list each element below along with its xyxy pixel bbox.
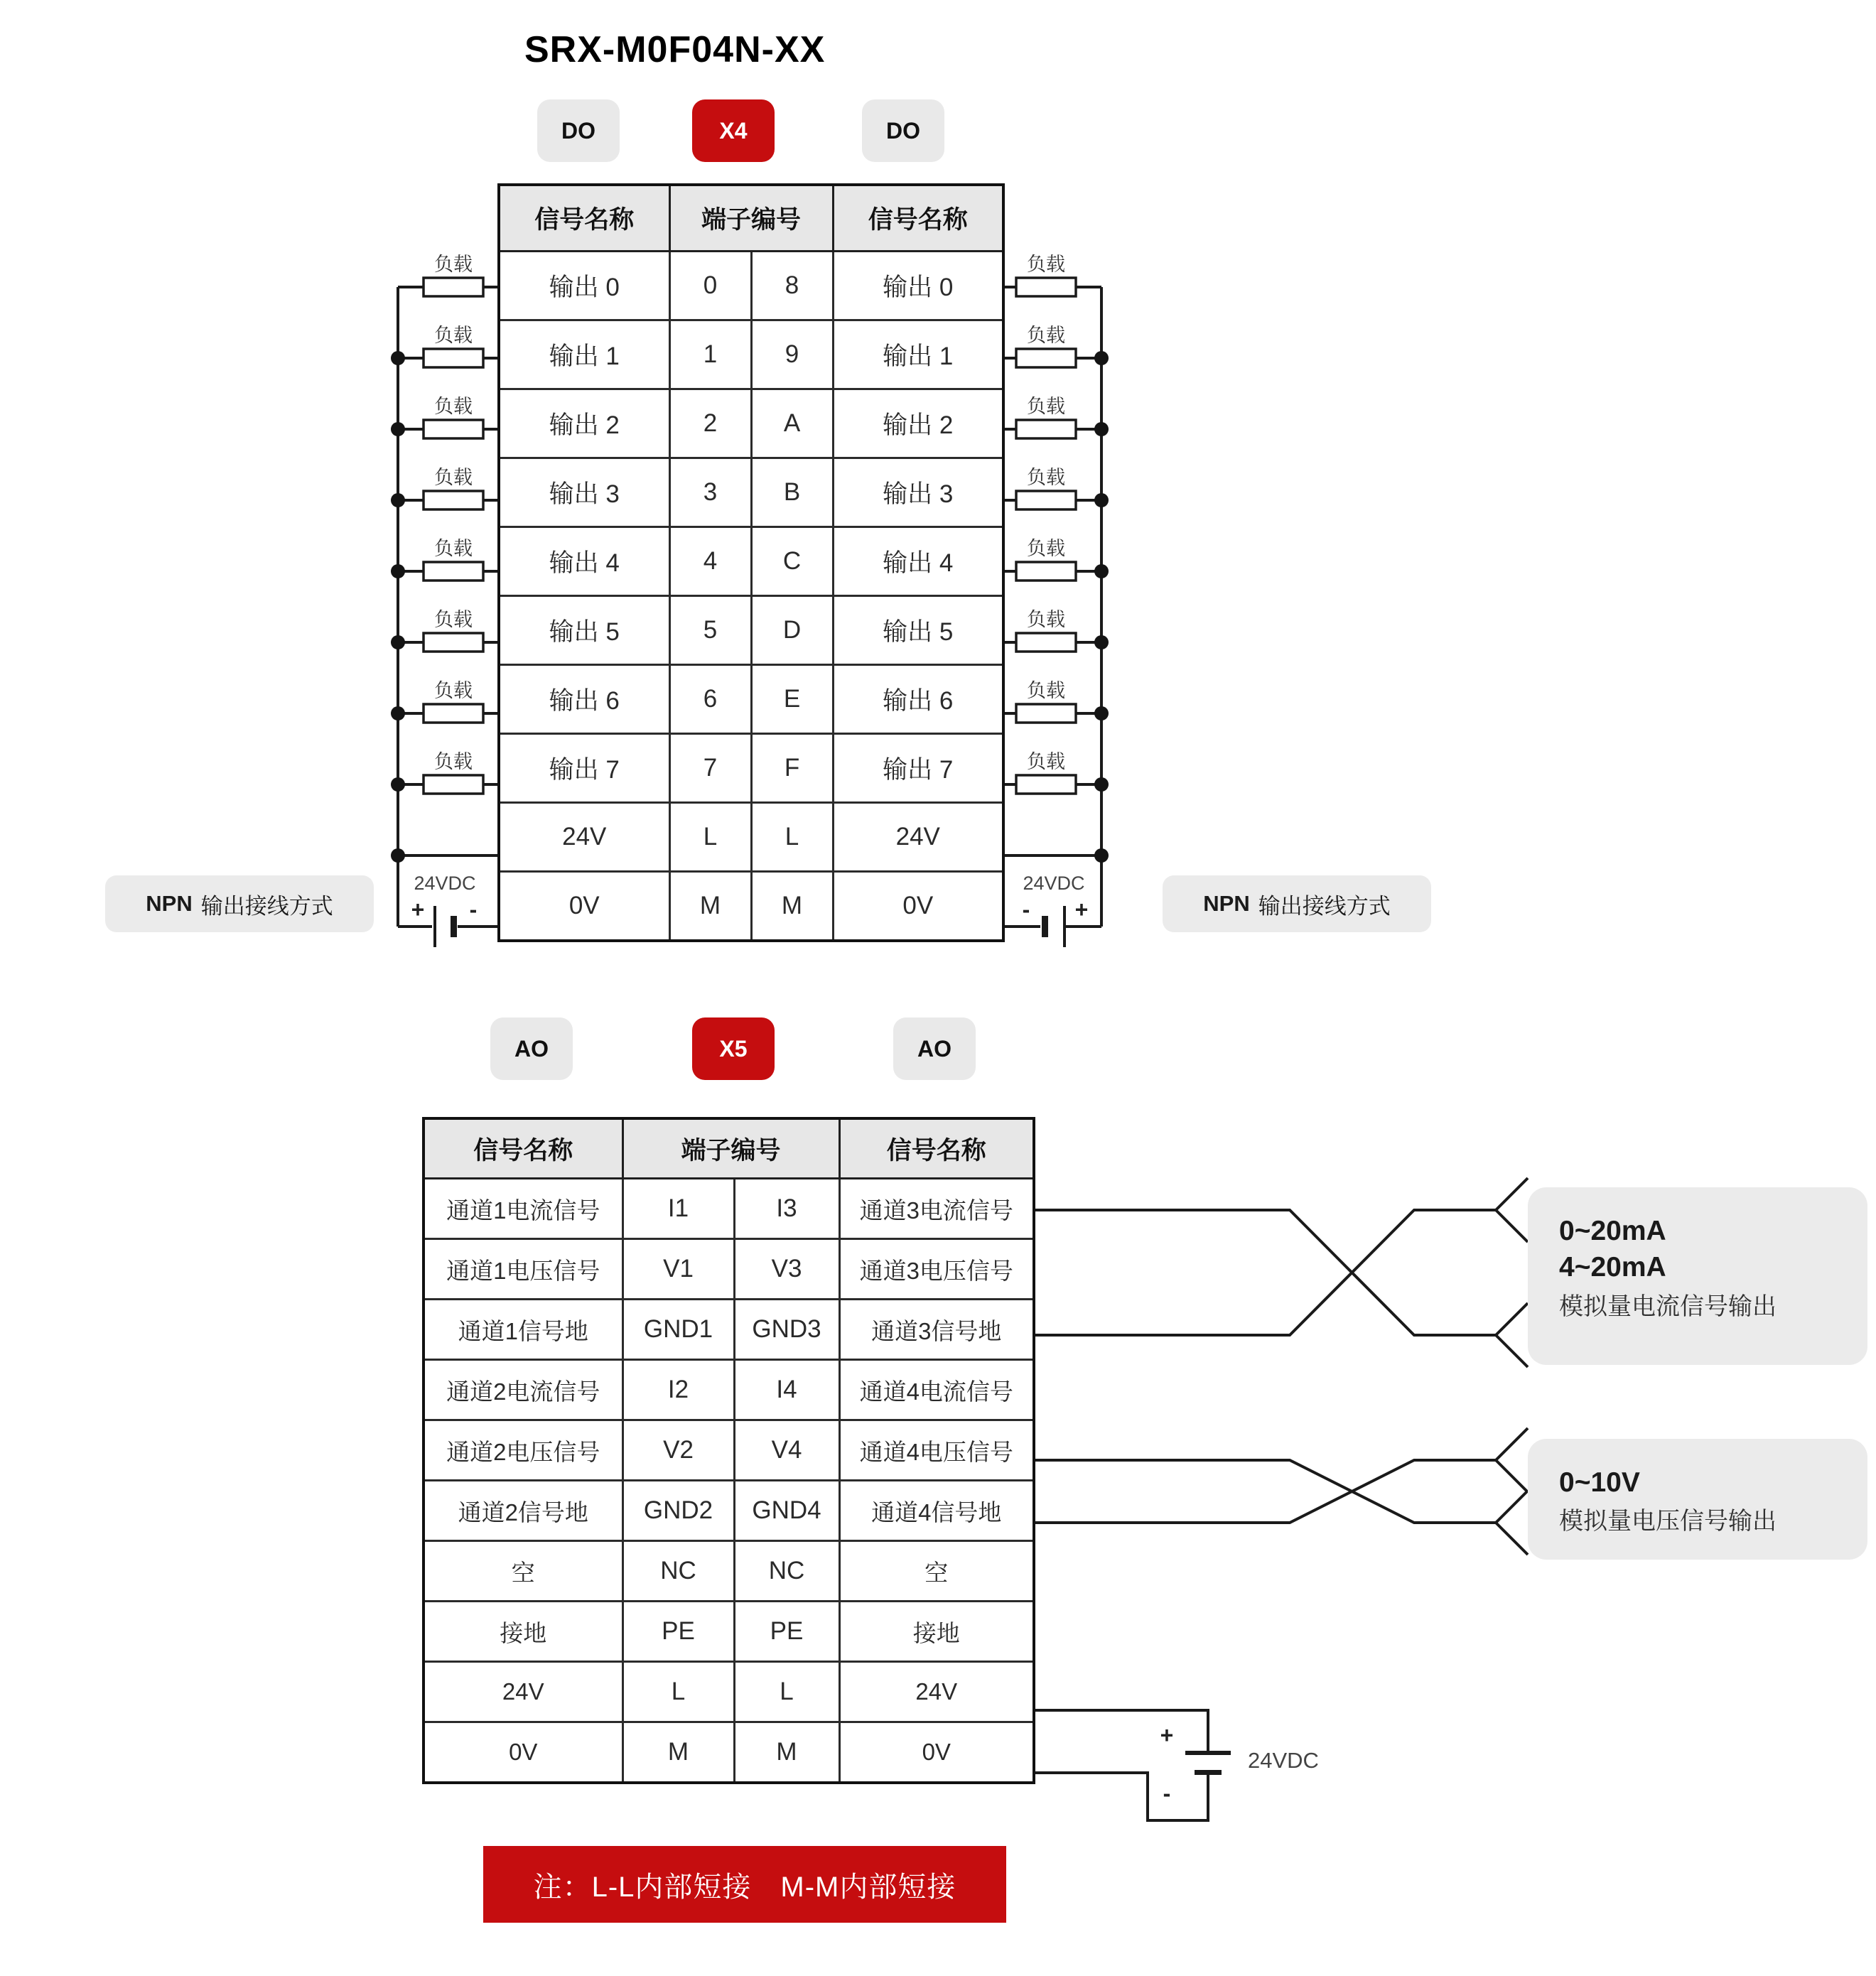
load-label: 负载: [1027, 396, 1065, 417]
cell-signal-left: 0V: [424, 1722, 622, 1783]
twisted-pair-current: [1033, 1178, 1528, 1367]
current-range-1: 0~20mA: [1559, 1216, 1666, 1246]
npn-label: NPN: [146, 891, 193, 916]
cell-terminal-1: 2: [669, 389, 751, 458]
header-row: [424, 1118, 1034, 1179]
plus-sign: +: [1160, 1722, 1174, 1748]
internal-jumper-note: 注：L-L内部短接 M-M内部短接: [483, 1846, 1006, 1923]
badge-ao-right: AO: [893, 1017, 976, 1080]
npn-text: 输出接线方式: [1258, 893, 1391, 919]
cell-terminal-1: NC: [622, 1541, 734, 1602]
table-row: [499, 803, 1003, 872]
cell-terminal-1: V1: [622, 1239, 734, 1300]
load-label: 负载: [434, 751, 473, 772]
col-header-signal-left: 信号名称: [424, 1118, 622, 1179]
table-row: [424, 1420, 1034, 1481]
load-label: 负载: [1027, 538, 1065, 559]
cell-signal-right: 输出 7: [833, 734, 1003, 803]
npn-text: 输出接线方式: [200, 893, 333, 919]
table-row: [424, 1722, 1034, 1783]
load-label: 负载: [434, 325, 473, 346]
npn-wiring-note-left: [105, 875, 374, 932]
cell-signal-right: 通道4信号地: [839, 1481, 1034, 1541]
cell-signal-left: 输出 2: [499, 389, 669, 458]
cell-signal-right: 输出 6: [833, 665, 1003, 734]
current-range-2: 4~20mA: [1559, 1252, 1666, 1283]
col-header-signal-right: 信号名称: [839, 1118, 1034, 1179]
right-battery-icon: [1042, 906, 1066, 947]
table-row: [499, 458, 1003, 527]
cell-signal-left: 0V: [499, 872, 669, 941]
cell-terminal-2: A: [751, 389, 833, 458]
cell-terminal-2: D: [751, 596, 833, 665]
badge-ao-left: AO: [490, 1017, 573, 1080]
load-label: 负载: [1027, 751, 1065, 772]
do-terminal-table: [497, 183, 1005, 942]
table-row: [424, 1239, 1034, 1300]
current-output-desc: 模拟量电流信号输出: [1559, 1292, 1777, 1320]
table-row: [424, 1541, 1034, 1602]
voltage-output-note: [1528, 1439, 1867, 1560]
col-header-signal-right: 信号名称: [833, 185, 1003, 252]
load-label: 负载: [1027, 680, 1065, 701]
cell-terminal-1: GND2: [622, 1481, 734, 1541]
load-label: 负载: [434, 254, 473, 275]
cell-signal-right: 输出 5: [833, 596, 1003, 665]
cell-terminal-2: V4: [734, 1420, 839, 1481]
load-label: 负载: [434, 467, 473, 488]
ao-terminal-table: [422, 1117, 1035, 1784]
cell-signal-right: 0V: [839, 1722, 1034, 1783]
table-row: [499, 872, 1003, 941]
table-row: [424, 1481, 1034, 1541]
cell-signal-right: 通道4电压信号: [839, 1420, 1034, 1481]
current-output-note: [1528, 1187, 1867, 1365]
badge-connector-x5: X5: [692, 1017, 775, 1080]
cell-signal-left: 通道2电压信号: [424, 1420, 622, 1481]
cell-signal-right: 通道4电流信号: [839, 1360, 1034, 1420]
cell-signal-right: 空: [839, 1541, 1034, 1602]
cell-signal-right: 输出 1: [833, 320, 1003, 389]
table-row: [499, 252, 1003, 320]
cell-terminal-1: M: [669, 872, 751, 941]
cell-signal-left: 接地: [424, 1602, 622, 1662]
cell-terminal-1: I1: [622, 1179, 734, 1239]
cell-terminal-2: I3: [734, 1179, 839, 1239]
bottom-supply-wires: [1033, 1710, 1208, 1820]
col-header-terminal: 端子编号: [669, 185, 833, 252]
page-title: SRX-M0F04N-XX: [524, 29, 826, 70]
left-junction-dots: [391, 351, 405, 863]
cell-signal-right: 输出 3: [833, 458, 1003, 527]
cell-terminal-2: L: [734, 1662, 839, 1722]
load-label: 负载: [1027, 467, 1065, 488]
cell-signal-left: 24V: [499, 803, 669, 872]
plus-sign: +: [411, 897, 425, 922]
cell-terminal-1: PE: [622, 1602, 734, 1662]
supply-voltage-label: 24VDC: [414, 873, 476, 894]
cell-terminal-2: PE: [734, 1602, 839, 1662]
cell-signal-left: 输出 1: [499, 320, 669, 389]
voltage-range: 0~10V: [1559, 1467, 1640, 1498]
col-header-signal-left: 信号名称: [499, 185, 669, 252]
cell-signal-left: 通道1信号地: [424, 1300, 622, 1360]
table-row: [424, 1360, 1034, 1420]
cell-signal-left: 空: [424, 1541, 622, 1602]
cell-signal-left: 通道2信号地: [424, 1481, 622, 1541]
cell-signal-left: 输出 4: [499, 527, 669, 596]
cell-signal-left: 输出 7: [499, 734, 669, 803]
cell-signal-left: 输出 5: [499, 596, 669, 665]
badge-do-left: DO: [537, 99, 620, 162]
right-junction-dots: [1094, 351, 1109, 863]
badge-connector-x4: X4: [692, 99, 775, 162]
table-row: [499, 596, 1003, 665]
table-row: [499, 389, 1003, 458]
load-label: 负载: [1027, 254, 1065, 275]
cell-signal-left: 24V: [424, 1662, 622, 1722]
table-row: [424, 1602, 1034, 1662]
cell-signal-right: 输出 2: [833, 389, 1003, 458]
cell-terminal-2: 9: [751, 320, 833, 389]
load-label: 负载: [1027, 609, 1065, 630]
table-row: [424, 1662, 1034, 1722]
badge-do-right: DO: [862, 99, 944, 162]
cell-terminal-2: E: [751, 665, 833, 734]
cell-terminal-1: M: [622, 1722, 734, 1783]
cell-signal-left: 输出 3: [499, 458, 669, 527]
cell-terminal-2: F: [751, 734, 833, 803]
table-row: [499, 320, 1003, 389]
cell-signal-left: 通道1电压信号: [424, 1239, 622, 1300]
cell-terminal-2: M: [751, 872, 833, 941]
cell-terminal-1: 6: [669, 665, 751, 734]
twisted-pair-voltage: [1033, 1428, 1528, 1555]
cell-terminal-1: GND1: [622, 1300, 734, 1360]
cell-terminal-1: L: [622, 1662, 734, 1722]
load-label: 负载: [1027, 325, 1065, 346]
load-label: 负载: [434, 396, 473, 417]
bottom-battery-icon: [1185, 1751, 1231, 1775]
supply-voltage-label: 24VDC: [1023, 873, 1085, 894]
cell-signal-right: 通道3信号地: [839, 1300, 1034, 1360]
cell-terminal-1: V2: [622, 1420, 734, 1481]
cell-signal-left: 通道1电流信号: [424, 1179, 622, 1239]
col-header-terminal: 端子编号: [622, 1118, 839, 1179]
table-row: [499, 665, 1003, 734]
cell-terminal-2: L: [751, 803, 833, 872]
cell-terminal-1: 5: [669, 596, 751, 665]
table-row: [499, 527, 1003, 596]
cell-signal-right: 输出 4: [833, 527, 1003, 596]
minus-sign: -: [1163, 1781, 1171, 1806]
cell-terminal-2: NC: [734, 1541, 839, 1602]
supply-voltage-label: 24VDC: [1248, 1748, 1319, 1773]
cell-terminal-1: 4: [669, 527, 751, 596]
table-row: [499, 734, 1003, 803]
cell-signal-left: 通道2电流信号: [424, 1360, 622, 1420]
cell-signal-left: 输出 6: [499, 665, 669, 734]
load-label: 负载: [434, 680, 473, 701]
voltage-output-desc: 模拟量电压信号输出: [1559, 1508, 1777, 1535]
cell-terminal-2: V3: [734, 1239, 839, 1300]
cell-terminal-1: 7: [669, 734, 751, 803]
cell-signal-right: 接地: [839, 1602, 1034, 1662]
cell-terminal-1: 1: [669, 320, 751, 389]
table-row: [424, 1300, 1034, 1360]
cell-terminal-2: GND3: [734, 1300, 839, 1360]
cell-terminal-1: 0: [669, 252, 751, 320]
cell-terminal-2: I4: [734, 1360, 839, 1420]
cell-terminal-2: B: [751, 458, 833, 527]
cell-signal-right: 24V: [833, 803, 1003, 872]
minus-sign: -: [1022, 897, 1030, 922]
cell-signal-right: 24V: [839, 1662, 1034, 1722]
npn-wiring-note-right: [1163, 875, 1431, 932]
cell-terminal-2: C: [751, 527, 833, 596]
plus-sign: +: [1074, 897, 1089, 922]
cell-terminal-2: GND4: [734, 1481, 839, 1541]
load-label: 负载: [434, 538, 473, 559]
cell-signal-right: 输出 0: [833, 252, 1003, 320]
cell-terminal-1: L: [669, 803, 751, 872]
cell-signal-left: 输出 0: [499, 252, 669, 320]
minus-sign: -: [469, 897, 478, 922]
load-label: 负载: [434, 609, 473, 630]
cell-terminal-1: 3: [669, 458, 751, 527]
cell-signal-right: 通道3电压信号: [839, 1239, 1034, 1300]
cell-signal-right: 通道3电流信号: [839, 1179, 1034, 1239]
left-battery-icon: [433, 906, 457, 947]
cell-terminal-2: M: [734, 1722, 839, 1783]
header-row: [499, 185, 1003, 252]
table-row: [424, 1179, 1034, 1239]
cell-terminal-1: I2: [622, 1360, 734, 1420]
cell-terminal-2: 8: [751, 252, 833, 320]
npn-label: NPN: [1203, 891, 1250, 916]
cell-signal-right: 0V: [833, 872, 1003, 941]
